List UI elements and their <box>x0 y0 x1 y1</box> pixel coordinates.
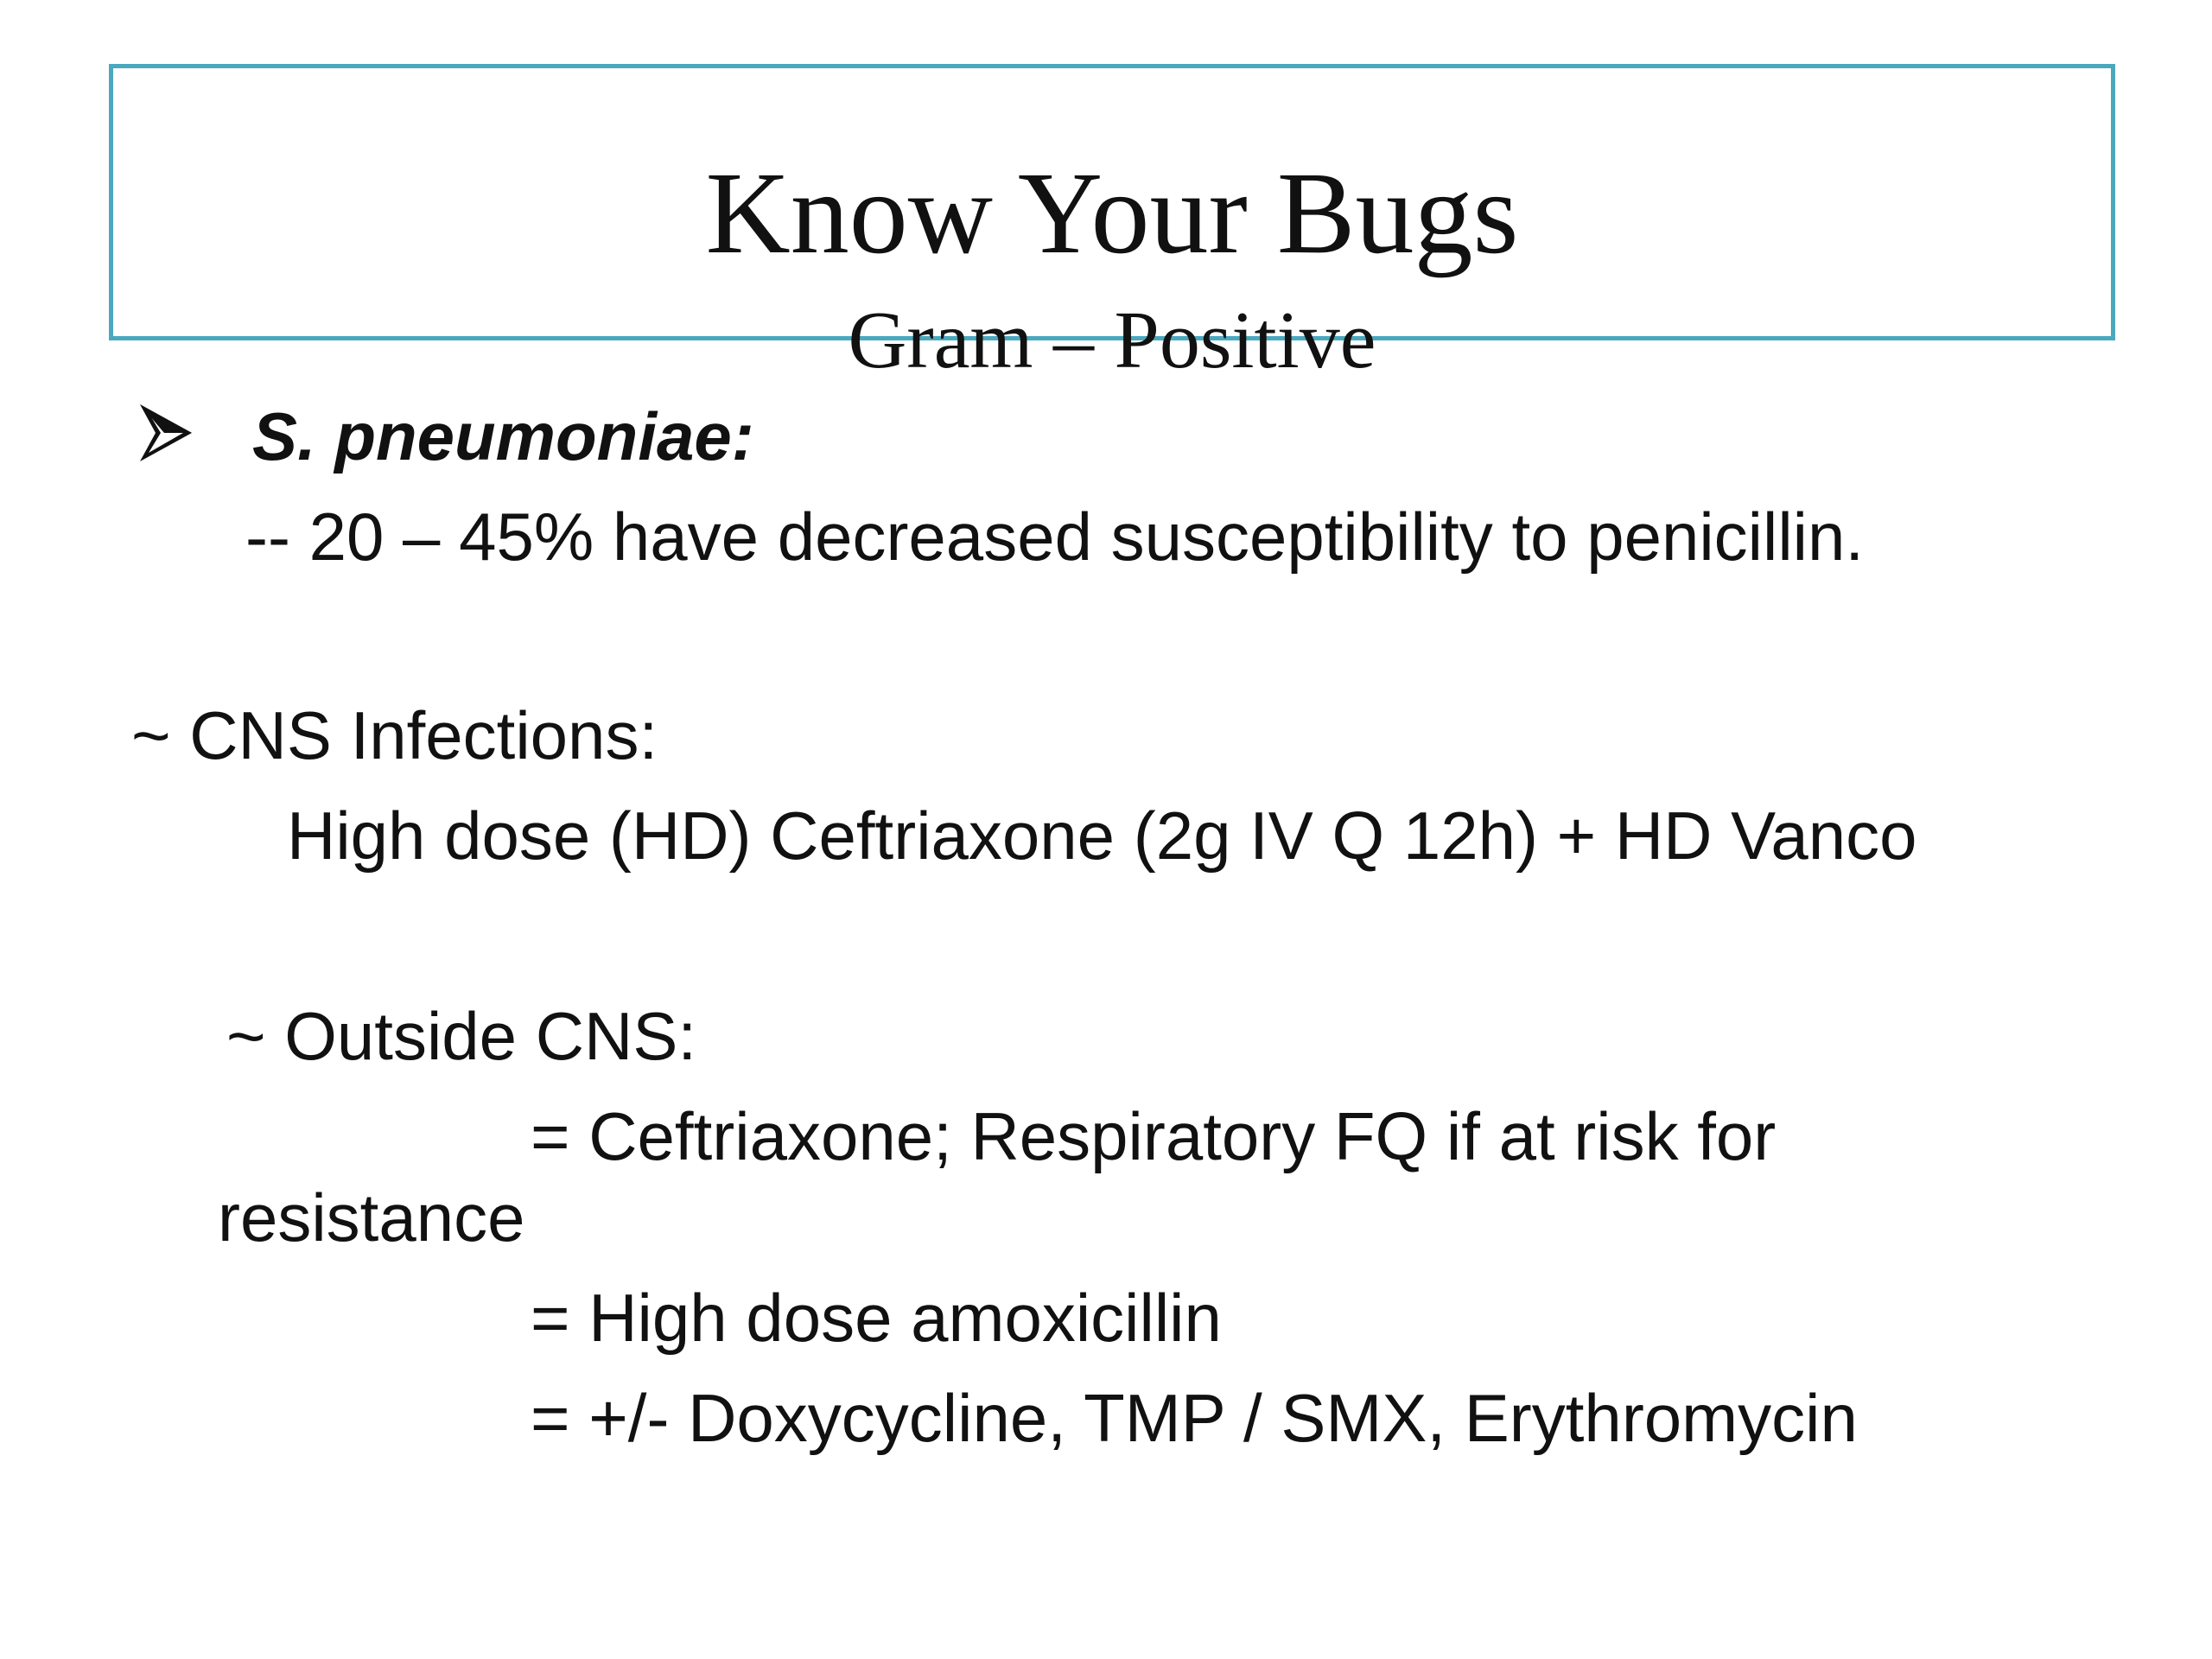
outside-cns-option-1-continued: resistance <box>218 1179 525 1255</box>
outside-cns-heading: ~ Outside CNS: <box>226 998 697 1074</box>
outside-cns-option-1: = Ceftriaxone; Respiratory FQ if at risk for <box>531 1098 1777 1174</box>
slide-title: Know Your Bugs <box>705 149 1519 278</box>
organism-heading: S. pneumoniae: <box>252 398 754 474</box>
slide-subtitle: Gram – Positive <box>848 296 1376 385</box>
cns-treatment: High dose (HD) Ceftriaxone (2g IV Q 12h) + HD Vanco <box>287 798 1917 874</box>
outside-cns-option-3: = +/- Doxycycline, TMP / SMX, Erythromycin <box>531 1380 1858 1456</box>
arrowhead-bullet-icon <box>138 403 194 463</box>
cns-heading: ~ CNS Infections: <box>131 697 658 773</box>
title-box <box>109 64 2115 385</box>
resistance-note: -- 20 – 45% have decreased susceptibility to penicillin. <box>245 499 1865 575</box>
outside-cns-option-2: = High dose amoxicillin <box>531 1280 1222 1356</box>
